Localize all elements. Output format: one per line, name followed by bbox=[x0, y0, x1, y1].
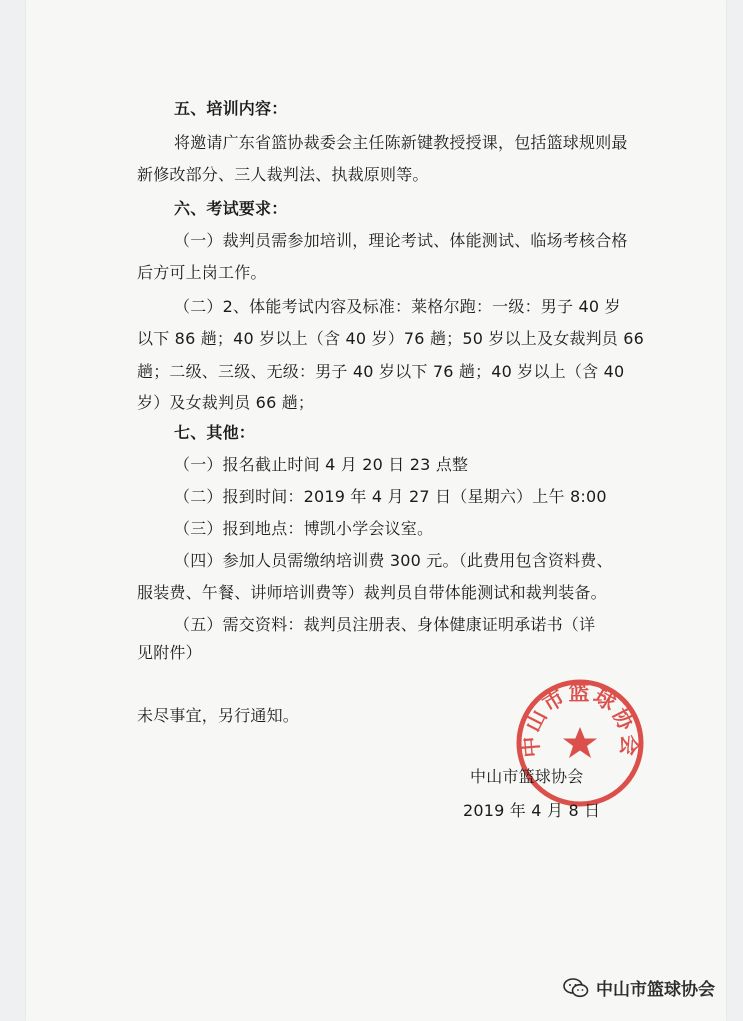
paragraph-line: （一）裁判员需参加培训，理论考试、体能测试、临场考核合格 bbox=[174, 231, 628, 250]
section-heading: 五、培训内容： bbox=[174, 99, 288, 118]
paragraph-line: 将邀请广东省篮协裁委会主任陈新键教授授课，包括篮球规则最 bbox=[174, 133, 628, 152]
paragraph-line: 见附件） bbox=[137, 643, 202, 662]
paragraph-line: （二）报到时间：2019 年 4 月 27 日（星期六）上午 8:00 bbox=[174, 487, 607, 506]
section-heading: 七、其他： bbox=[174, 423, 256, 442]
paragraph-line: 新修改部分、三人裁判法、执裁原则等。 bbox=[137, 165, 429, 184]
signature-org: 中山市篮球协会 bbox=[470, 767, 584, 786]
wechat-watermark bbox=[562, 975, 715, 1000]
wechat-icon bbox=[562, 977, 590, 999]
paragraph-line: （五）需交资料：裁判员注册表、身体健康证明承诺书（详 bbox=[174, 615, 596, 634]
paragraph-line: 岁）及女裁判员 66 趟； bbox=[137, 393, 315, 412]
watermark-label: 中山市篮球协会 bbox=[596, 980, 715, 1000]
official-seal bbox=[512, 675, 648, 811]
signature-date: 2019 年 4 月 8 日 bbox=[463, 801, 601, 820]
paragraph-line: 服装费、午餐、讲师培训费等）裁判员自带体能测试和裁判装备。 bbox=[137, 583, 607, 602]
paragraph-line: 以下 86 趟；40 岁以上（含 40 岁）76 趟；50 岁以上及女裁判员 66 bbox=[137, 329, 645, 348]
star-icon bbox=[563, 727, 597, 758]
paragraph-line: （四）参加人员需缴纳培训费 300 元。（此费用包含资料费、 bbox=[174, 551, 613, 570]
paragraph-line: （三）报到地点：博凯小学会议室。 bbox=[174, 519, 434, 538]
paragraph-line: （一）报名截止时间 4 月 20 日 23 点整 bbox=[174, 455, 469, 474]
section-heading: 六、考试要求： bbox=[174, 199, 288, 218]
paragraph-line: （二）2、体能考试内容及标准：莱格尔跑：一级：男子 40 岁 bbox=[174, 297, 621, 316]
closing-note: 未尽事宜，另行通知。 bbox=[137, 706, 300, 725]
paragraph-line: 趟；二级、三级、无级：男子 40 岁以下 76 趟；40 岁以上（含 40 bbox=[137, 362, 625, 381]
svg-text:中山市篮球协会: 中山市篮球协会 bbox=[518, 681, 642, 759]
paragraph-line: 后方可上岗工作。 bbox=[137, 263, 267, 282]
document-page bbox=[26, 0, 726, 1021]
